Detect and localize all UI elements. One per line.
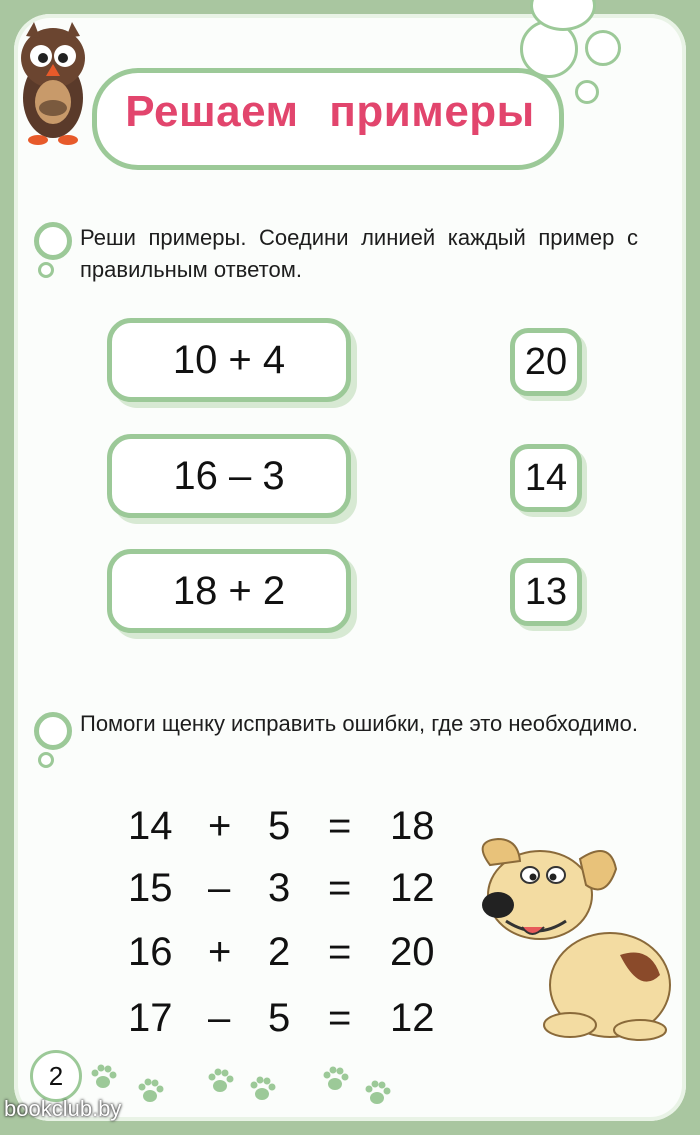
task1-instruction: Реши примеры. Соедини линией каждый пример с правильным ответом.	[80, 225, 638, 282]
paw-print-icon	[135, 1076, 165, 1106]
result[interactable]: 20	[390, 930, 435, 974]
answer-box[interactable]: 13	[510, 558, 582, 626]
result[interactable]: 12	[390, 996, 435, 1040]
equation-row	[128, 922, 458, 982]
operand: 2	[268, 930, 291, 974]
operand: 15	[128, 866, 173, 910]
operand: 5	[268, 804, 291, 848]
expression-box[interactable]: 16 – 3	[107, 434, 351, 518]
task-bullet	[34, 222, 72, 260]
page-number: 2	[30, 1050, 82, 1102]
expression-box[interactable]: 10 + 4	[107, 318, 351, 402]
owl-icon	[12, 18, 94, 150]
expression-box[interactable]: 18 + 2	[107, 549, 351, 633]
equals-sign: =	[328, 866, 352, 910]
equation-row	[128, 796, 458, 856]
answer-box[interactable]: 14	[510, 444, 582, 512]
equals-sign: =	[328, 996, 352, 1040]
puppy-icon	[470, 835, 692, 1045]
paw-print-icon	[320, 1064, 350, 1094]
task2-instruction: Помоги щенку исправить ошибки, где это необходимо.	[80, 711, 639, 736]
task-bullet	[34, 712, 72, 750]
operator: –	[208, 866, 231, 910]
equals-sign: =	[328, 930, 352, 974]
equation-row	[128, 988, 458, 1048]
operator: –	[208, 996, 231, 1040]
paw-print-icon	[362, 1078, 392, 1108]
result[interactable]: 18	[390, 804, 435, 848]
task-bullet-small	[38, 752, 54, 768]
paw-print-icon	[88, 1062, 118, 1092]
operand: 3	[268, 866, 291, 910]
operator: +	[208, 930, 232, 974]
page-title: Решаем примеры	[125, 87, 535, 136]
cloud-bubble	[585, 30, 621, 66]
operand: 16	[128, 930, 173, 974]
equation-row	[128, 858, 458, 918]
result[interactable]: 12	[390, 866, 435, 910]
operand: 5	[268, 996, 291, 1040]
watermark: bookclub.by	[4, 1096, 122, 1121]
paw-print-icon	[247, 1074, 277, 1104]
operand: 17	[128, 996, 173, 1040]
paw-print-icon	[205, 1066, 235, 1096]
cloud-bubble	[575, 80, 599, 104]
answer-box[interactable]: 20	[510, 328, 582, 396]
equals-sign: =	[328, 804, 352, 848]
task-bullet-small	[38, 262, 54, 278]
operator: +	[208, 804, 232, 848]
operand: 14	[128, 804, 173, 848]
